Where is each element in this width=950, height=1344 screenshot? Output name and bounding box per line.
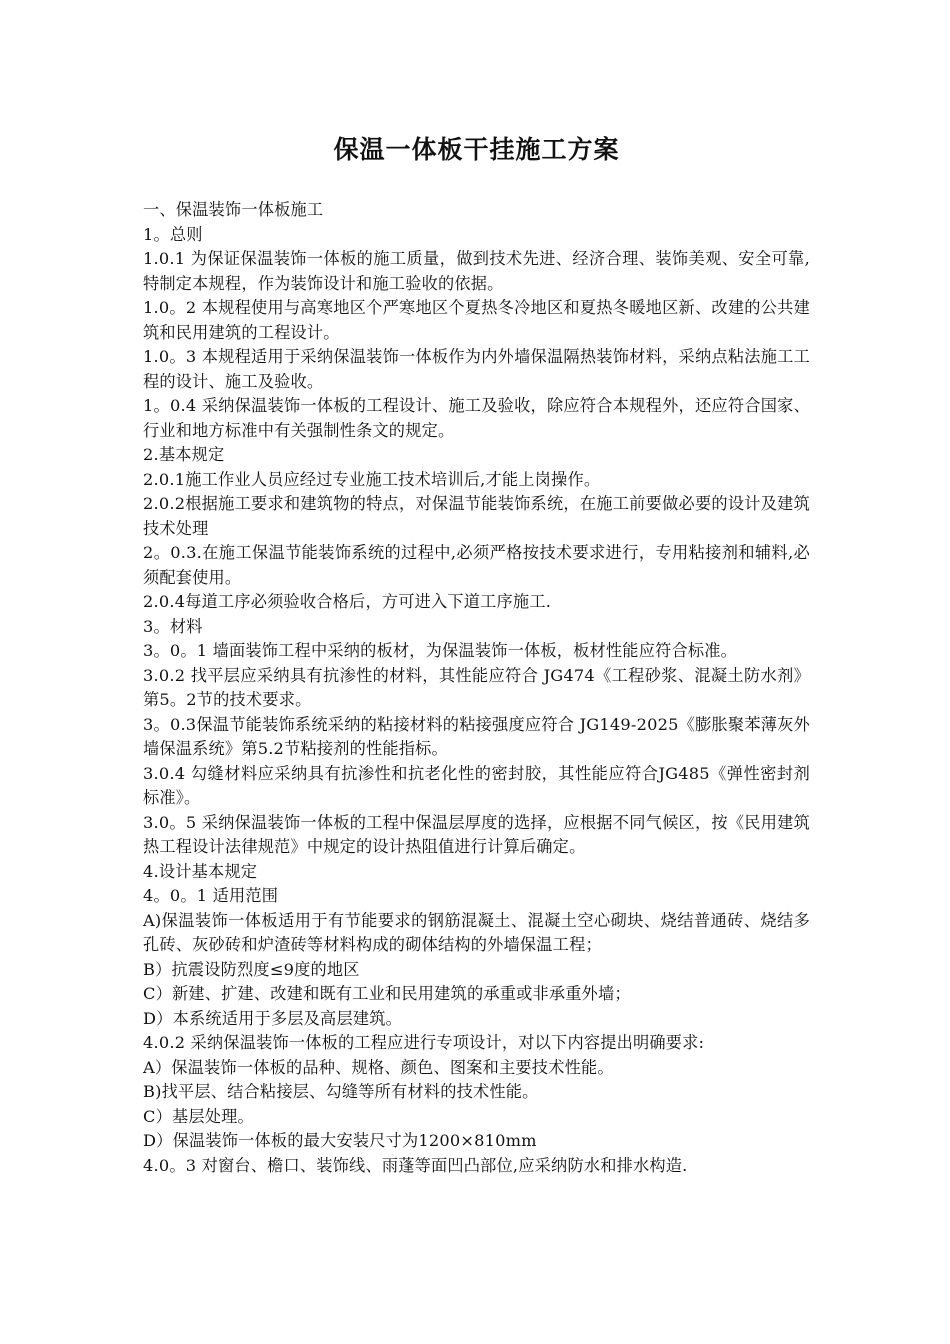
- list-item: B)找平层、结合粘接层、勾缝等所有材料的技术性能。: [143, 1082, 539, 1101]
- clause-paragraph: 2.0.1施工作业人员应经过专业施工技术培训后,才能上岗操作。: [143, 469, 601, 489]
- clause-paragraph: 1.0.1 为保证保温装饰一体板的施工质量，做到技术先进、经济合理、装饰美观、安全可靠,特制定本规程，作为装饰设计和施工验收的依据。: [143, 249, 810, 293]
- document-body: [143, 198, 810, 1178]
- list-item: D）本系统适用于多层及高层建筑。: [143, 1008, 402, 1028]
- clause-paragraph: 2.0.4每道工序必须验收合格后，方可进入下道工序施工.: [143, 592, 552, 611]
- document-title: 保温一体板干挂施工方案: [333, 135, 620, 164]
- clause-paragraph: 3.0.4 勾缝材料应采纳具有抗渗性和抗老化性的密封胶，其性能应符合JG485《弹性密封剂标准》。: [143, 763, 810, 807]
- clause-paragraph: 4。0。1 适用范围: [143, 886, 279, 905]
- subsection-heading: 1。总则: [143, 224, 203, 244]
- clause-paragraph: 1.0。2 本规程使用与高寒地区个严寒地区个夏热冬冷地区和夏热冬暖地区新、改建的公共建筑和民用建筑的工程设计。: [143, 298, 810, 342]
- clause-paragraph: 3.0.2 找平层应采纳具有抗渗性的材料，其性能应符合 JG474《工程砂浆、混凝土防水剂》第5。2节的技术要求。: [143, 665, 810, 709]
- list-item: A）保温装饰一体板的品种、规格、颜色、图案和主要技术性能。: [143, 1057, 614, 1077]
- subsection-heading: 3。材料: [143, 616, 203, 636]
- clause-paragraph: 1.0。3 本规程适用于采纳保温装饰一体板作为内外墙保温隔热装饰材料，采纳点粘法施工工程的设计、施工及验收。: [143, 347, 810, 391]
- clause-paragraph: 2.0.2根据施工要求和建筑物的特点，对保温节能装饰系统，在施工前要做必要的设计及建筑技术处理: [143, 494, 810, 538]
- list-item: B）抗震设防烈度≤9度的地区: [143, 959, 360, 979]
- list-item: C）新建、扩建、改建和既有工业和民用建筑的承重或非承重外墙；: [143, 984, 631, 1003]
- document-page: [143, 130, 810, 1178]
- clause-paragraph: 4.0.2 采纳保温装饰一体板的工程应进行专项设计，对以下内容提出明确要求:: [143, 1033, 705, 1052]
- list-item: C）基层处理。: [143, 1106, 254, 1126]
- clause-paragraph: 4.0。3 对窗台、檐口、装饰线、雨蓬等面凹凸部位,应采纳防水和排水构造.: [143, 1155, 688, 1175]
- subsection-heading: 2.基本规定: [143, 445, 225, 464]
- section-heading: 一、保温装饰一体板施工: [143, 200, 324, 219]
- clause-paragraph: 3。0。1 墙面装饰工程中采纳的板材，为保温装饰一体板，板材性能应符合标准。: [143, 641, 738, 660]
- list-item: D）保温装饰一体板的最大安装尺寸为1200×810mm: [143, 1131, 537, 1150]
- clause-paragraph: 1。0.4 采纳保温装饰一体板的工程设计、施工及验收，除应符合本规程外，还应符合国家、行业和地方标准中有关强制性条文的规定。: [143, 396, 810, 440]
- list-item: A)保温装饰一体板适用于有节能要求的钢筋混凝土、混凝土空心砌块、烧结普通砖、烧结多孔砖、灰砂砖和炉渣砖等材料构成的砌体结构的外墙保温工程；: [143, 910, 810, 954]
- clause-paragraph: 2。0.3.在施工保温节能装饰系统的过程中,必须严格按技术要求进行，专用粘接剂和辅料,必须配套使用。: [143, 543, 810, 587]
- clause-paragraph: 3.0。5 采纳保温装饰一体板的工程中保温层厚度的选择，应根据不同气候区，按《民用建筑热工程设计法律规范》中规定的设计热阻值进行计算后确定。: [143, 812, 810, 856]
- clause-paragraph: 3。0.3保温节能装饰系统采纳的粘接材料的粘接强度应符合 JG149-2025《膨胀聚苯薄灰外墙保温系统》第5.2节粘接剂的性能指标。: [143, 714, 810, 758]
- subsection-heading: 4.设计基本规定: [143, 861, 258, 881]
